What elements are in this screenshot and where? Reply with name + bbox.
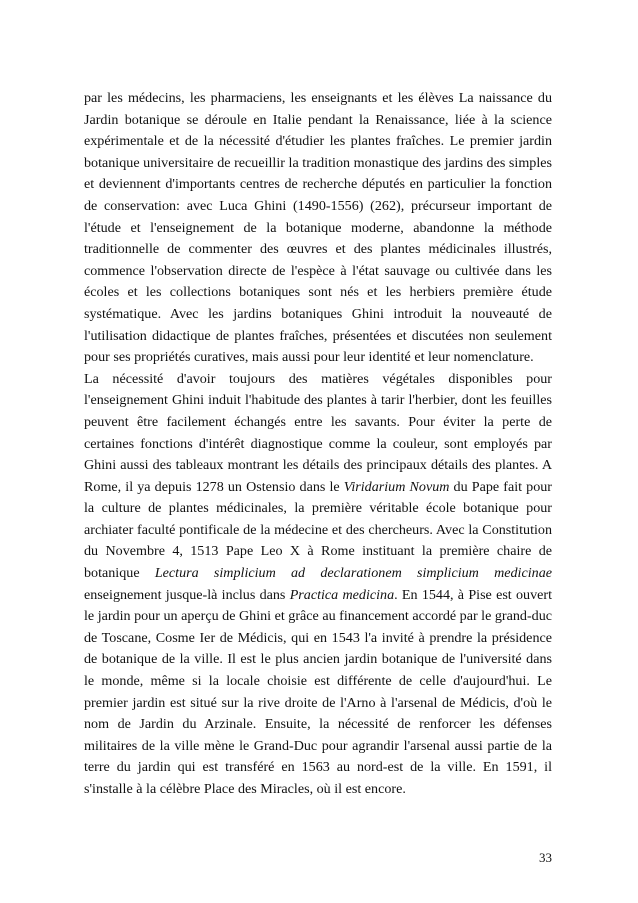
paragraph-2-text-1: La nécessité d'avoir toujours des matières végétales disponibles pour l'enseignement Ghini induit l'habitude des plantes à tarir l'herbier, dont les feuilles peuvent être facilement échangés entre les savants. Pour éviter la perte de certaines fonctions d'intérêt diagnostique comme la couleur, sont employés par Ghini aussi des tableaux montrant les détails des principaux détails des plantes. A Rome, il ya depuis 1278 un Ostensio dans le	[84, 370, 552, 495]
document-body	[84, 88, 552, 801]
page-number: 33	[539, 850, 552, 865]
paragraph-2-text-4: . En 1544, à Pise est ouvert le jardin pour un aperçu de Ghini et grâce au financement accordé par le grand-duc de Toscane, Cosme Ier de Médicis, qui en 1543 l'a invité à prendre la présidence de botanique de la ville. Il est le plus ancien jardin botanique de l'université dans le monde, même si la locale choisie est différente de celle d'aujourd'hui. Le premier jardin est situé sur la rive droite de l'Arno à l'arsenal de Médicis, d'où le nom de Jardin du Arzinale. Ensuite, la nécessité de renforcer les défenses militaires de la ville mène le Grand-Duc pour agrandir l'arsenal aussi partie de la terre du jardin qui est transféré en 1563 au nord-est de la ville. En 1591, il s'installe à la célèbre Place des Miracles, où il est encore.	[84, 586, 552, 797]
paragraph-2-text-2: du Pape fait pour la culture de plantes médicinales, la première véritable école botanique pour archiater faculté pontificale de la médecine et des chercheurs. Avec la Constitution du Novembre 4, 1513 Pape Leo X à Rome instituant la première chaire de botanique	[84, 478, 552, 582]
italic-practica-medicina: Practica medicina	[289, 586, 395, 603]
italic-viridarium-novum: Viridarium Novum	[343, 478, 450, 495]
paragraph-2	[84, 369, 552, 801]
italic-lectura-simplicium: Lectura simplicium ad declarationem simplicium medicinae	[154, 565, 552, 582]
paragraph-2-text-3: enseignement jusque-là inclus dans	[84, 586, 290, 603]
paragraph-1: par les médecins, les pharmaciens, les enseignants et les élèves La naissance du Jardin botanique se déroule en Italie pendant la Renaissance, liée à la science expérimentale et de la nécessité d'étudier les plantes fraîches. Le premier jardin botanique universitaire de recueillir la tradition monastique des jardins des simples et deviennent d'importants centres de recherche députés en particulier la fonction de conservation: avec Luca Ghini (1490-1556) (262), précurseur important de l'étude et l'enseignement de la botanique moderne, abandonne la méthode traditionnelle de commenter des œuvres et des plantes médicinales illustrés, commence l'observation directe de l'espèce à l'état sauvage ou cultivée dans les écoles et les collections botaniques sont nés et les herbiers première étude systématique. Avec les jardins botaniques Ghini introduit la nouveauté de l'utilisation didactique de plantes fraîches, présentées et discutées non seulement pour ses propriétés curatives, mais aussi pour leur identité et leur nomenclature.	[84, 90, 552, 366]
